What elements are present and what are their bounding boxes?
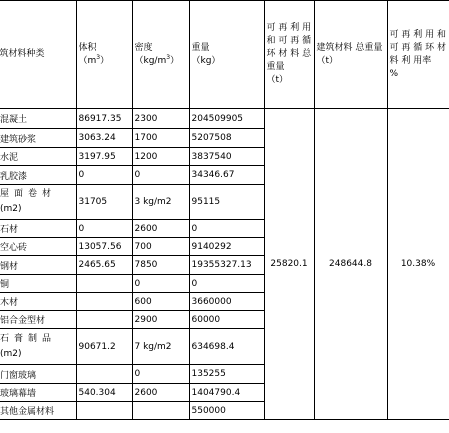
cell-name: 钢材 (0, 256, 76, 275)
cell-density: 1200 (132, 148, 189, 166)
cell-name: 门窗玻璃 (0, 365, 76, 384)
cell-density (132, 402, 189, 420)
cell-weight: 3660000 (189, 293, 264, 311)
cell-weight: 5207508 (189, 129, 264, 148)
cell-weight: 3837540 (189, 148, 264, 166)
cell-weight: 1404790.4 (189, 384, 264, 402)
cell-volume (76, 365, 132, 384)
cell-weight: 204509905 (189, 109, 264, 129)
header-recyclable-total (264, 1, 314, 109)
header-recyclable-total-label: 可 再 利 用 和 可 再 循 环 材 料 总 重量 (266, 23, 312, 72)
cell-volume: 86917.35 (76, 109, 132, 129)
header-building-total-label: 建筑材料 总重量 (316, 42, 383, 53)
table-row (0, 109, 449, 129)
header-rate (387, 1, 449, 109)
cell-density: 7850 (132, 256, 189, 275)
cell-weight: 34346.67 (189, 166, 264, 185)
cell-weight: 95115 (189, 185, 264, 220)
cell-density: 2900 (132, 311, 189, 329)
cell-density: 0 (132, 365, 189, 384)
cell-volume: 3063.24 (76, 129, 132, 148)
header-volume (76, 1, 132, 109)
cell-density: 7 kg/m2 (132, 329, 189, 365)
cell-weight: 135255 (189, 365, 264, 384)
cell-density: 0 (132, 275, 189, 293)
cell-name: 石材 (0, 220, 76, 238)
header-density-unit: （kg/m (134, 55, 167, 66)
cell-density: 3 kg/m2 (132, 185, 189, 220)
cell-weight: 60000 (189, 311, 264, 329)
header-volume-unit-end: ） (100, 55, 110, 66)
header-rate-label: 可 再 利 用 和 可 再 循 环 材 料 利 用率 (389, 29, 446, 66)
header-recyclable-total-unit: （t） (266, 75, 289, 85)
cell-volume: 3197.95 (76, 148, 132, 166)
cell-name: 铝合金型材 (0, 311, 76, 329)
cell-name: 建筑砂浆 (0, 129, 76, 148)
cell-volume: 540.304 (76, 384, 132, 402)
cell-name (0, 329, 76, 365)
cell-name: 木材 (0, 293, 76, 311)
header-weight-label: 重量 (191, 42, 210, 53)
cell-volume: 2465.65 (76, 256, 132, 275)
cell-density: 0 (132, 166, 189, 185)
cell-volume: 0 (76, 220, 132, 238)
cell-weight: 634698.4 (189, 329, 264, 365)
cell-name: 水泥 (0, 148, 76, 166)
cell-weight: 0 (189, 275, 264, 293)
cell-density: 700 (132, 238, 189, 256)
cell-name-text: 屋面卷材 (0, 189, 57, 199)
cell-rate: 10.38% (387, 109, 449, 420)
header-building-total-unit: （t） (316, 55, 339, 66)
cell-volume (76, 402, 132, 420)
header-building-total (314, 1, 387, 109)
cell-name (0, 185, 76, 220)
cell-weight: 19355327.13 (189, 256, 264, 275)
cell-name-unit: (m2) (0, 204, 22, 214)
cell-building-total: 248644.8 (314, 109, 387, 420)
header-density-label: 密度 (134, 42, 153, 53)
header-material-type: 筑材料种类 (0, 1, 76, 109)
header-weight-unit: （kg） (191, 55, 221, 66)
cell-name: 空心砖 (0, 238, 76, 256)
header-weight (189, 1, 264, 109)
cell-density: 2600 (132, 384, 189, 402)
cell-name-unit: (m2) (0, 348, 22, 359)
cell-name: 混凝土 (0, 109, 76, 129)
header-volume-unit: （m (78, 55, 97, 66)
cell-weight: 0 (189, 220, 264, 238)
header-volume-label: 体积 (78, 42, 97, 53)
cell-name-text: 石膏制品 (0, 333, 57, 344)
cell-volume: 13057.56 (76, 238, 132, 256)
cell-density: 2300 (132, 109, 189, 129)
cell-density: 600 (132, 293, 189, 311)
header-rate-unit: % (389, 68, 399, 79)
cell-volume (76, 293, 132, 311)
cell-name: 其他金属材料 (0, 402, 76, 420)
cell-volume: 0 (76, 166, 132, 185)
cell-name: 乳胶漆 (0, 166, 76, 185)
cell-recyclable-total: 25820.1 (264, 109, 314, 420)
cell-name: 玻璃幕墙 (0, 384, 76, 402)
header-row (0, 1, 449, 109)
cell-weight: 9140292 (189, 238, 264, 256)
cell-volume: 90671.2 (76, 329, 132, 365)
cell-weight: 550000 (189, 402, 264, 420)
header-density (132, 1, 189, 109)
header-density-unit-end: ） (170, 55, 180, 66)
cell-density: 1700 (132, 129, 189, 148)
cell-volume (76, 311, 132, 329)
cell-density: 2600 (132, 220, 189, 238)
cell-volume (76, 275, 132, 293)
cell-name: 铜 (0, 275, 76, 293)
header-density-unit-sup: 3 (166, 53, 171, 61)
header-volume-unit-sup: 3 (96, 53, 101, 61)
cell-volume: 31705 (76, 185, 132, 220)
